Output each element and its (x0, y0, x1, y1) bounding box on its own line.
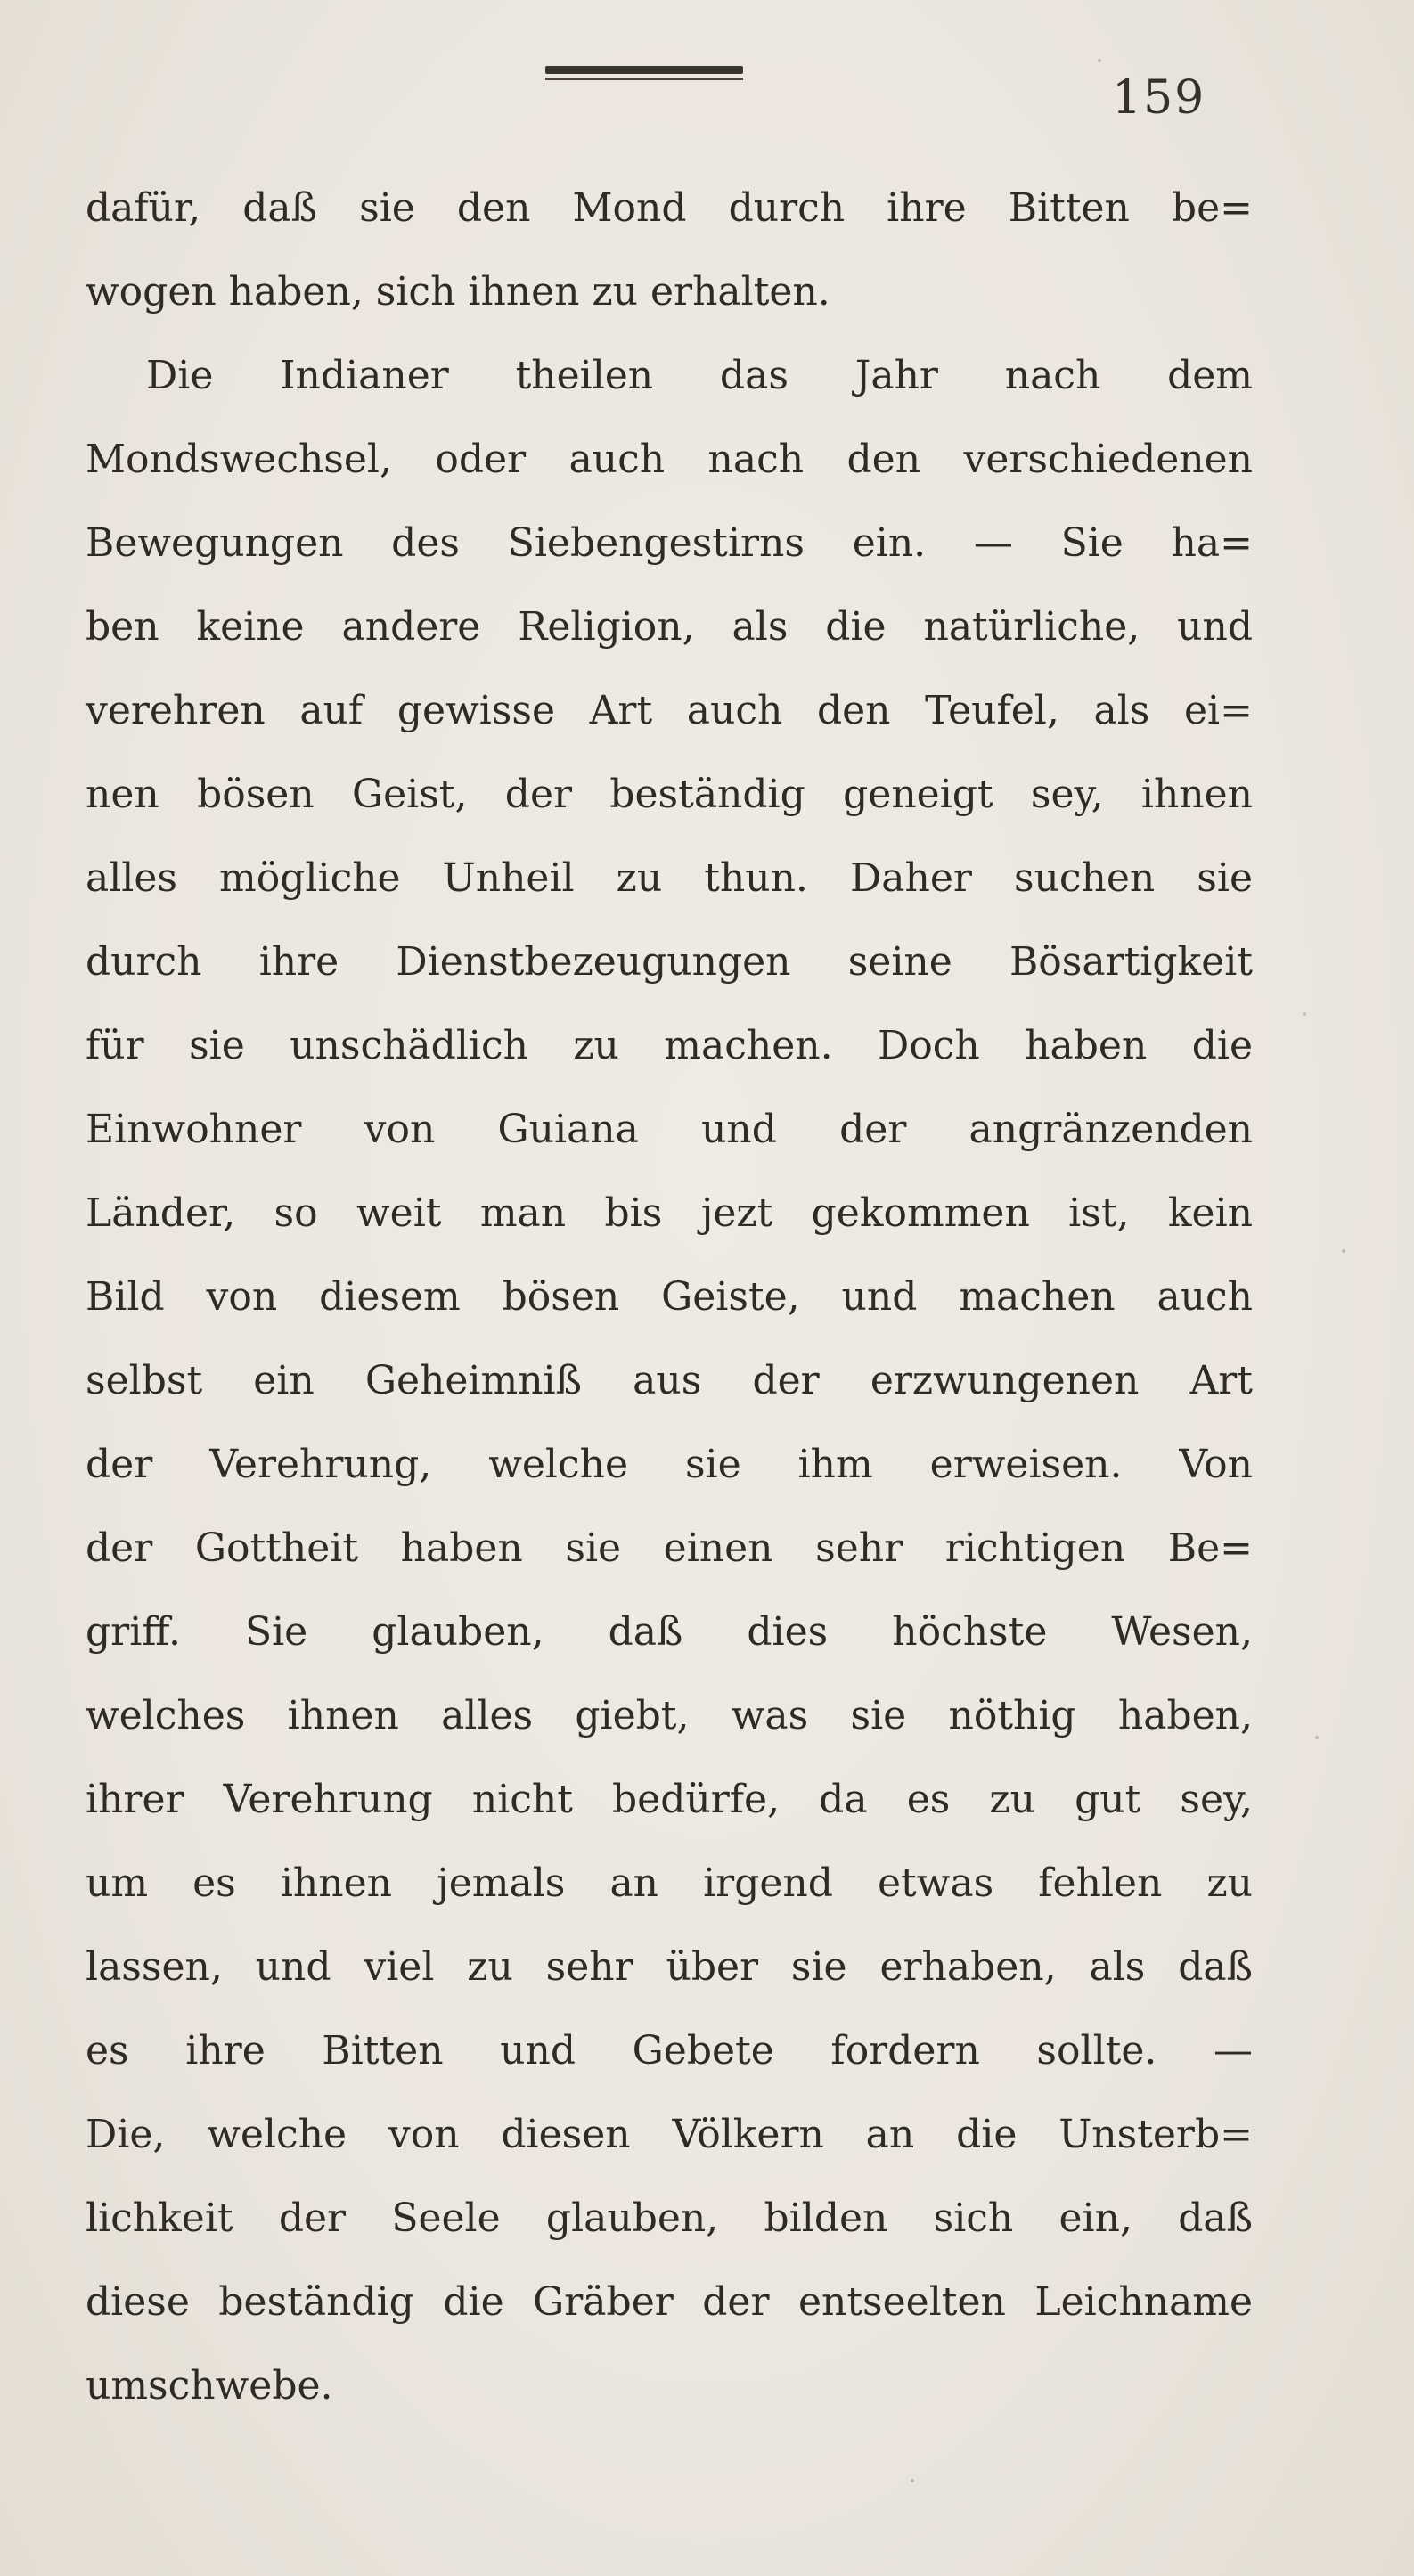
paper-speck (1098, 59, 1101, 62)
text-line: Die Indianer theilen das Jahr nach dem (146, 353, 1253, 398)
text-line: welches ihnen alles giebt, was sie nöthig haben, (86, 1693, 1253, 1738)
text-line: umschwebe. (86, 2363, 333, 2408)
page-number: 159 (1112, 71, 1206, 125)
text-line: es ihre Bitten und Gebete fordern sollte. — (86, 2028, 1253, 2073)
text-line: selbst ein Geheimniß aus der erzwungenen Art (86, 1358, 1253, 1403)
text-line: ben keine andere Religion, als die natürliche, und (86, 604, 1253, 650)
text-line: der Gottheit haben sie einen sehr richtigen Be= (86, 1525, 1253, 1571)
text-line: dafür, daß sie den Mond durch ihre Bitten be= (86, 185, 1253, 231)
text-line: lichkeit der Seele glauben, bilden sich ein, daß (86, 2196, 1253, 2241)
paper-speck (1303, 1012, 1306, 1016)
text-line: der Verehrung, welche sie ihm erweisen. Von (86, 1442, 1253, 1487)
paper-speck (1342, 1249, 1345, 1253)
text-line: Die, welche von diesen Völkern an die Unsterb= (86, 2112, 1253, 2157)
text-line: Bewegungen des Siebengestirns ein. — Sie ha= (86, 520, 1253, 566)
text-line: durch ihre Dienstbezeugungen seine Bösartigkeit (86, 939, 1253, 985)
text-line: Länder, so weit man bis jezt gekommen ist, kein (86, 1190, 1253, 1236)
text-line: Mondswechsel, oder auch nach den verschiedenen (86, 437, 1253, 482)
text-line: um es ihnen jemals an irgend etwas fehlen zu (86, 1860, 1253, 1906)
text-line: griff. Sie glauben, daß dies höchste Wesen, (86, 1609, 1253, 1655)
text-line: Bild von diesem bösen Geiste, und machen auch (86, 1274, 1253, 1320)
text-line: nen bösen Geist, der beständig geneigt sey, ihnen (86, 772, 1253, 817)
paper-speck (911, 2479, 914, 2482)
text-line: alles mögliche Unheil zu thun. Daher suchen sie (86, 855, 1253, 901)
text-line: ihrer Verehrung nicht bedürfe, da es zu gut sey, (86, 1777, 1253, 1822)
text-line: wogen haben, sich ihnen zu erhalten. (86, 269, 830, 315)
text-line: lassen, und viel zu sehr über sie erhaben, als daß (86, 1944, 1253, 1990)
text-line: Einwohner von Guiana und der angränzenden (86, 1107, 1253, 1152)
paper-speck (1315, 1736, 1319, 1739)
text-line: für sie unschädlich zu machen. Doch haben die (86, 1023, 1253, 1068)
text-line: diese beständig die Gräber der entseelten Leichname (86, 2279, 1253, 2325)
text-line: verehren auf gewisse Art auch den Teufel, als ei= (86, 688, 1253, 733)
